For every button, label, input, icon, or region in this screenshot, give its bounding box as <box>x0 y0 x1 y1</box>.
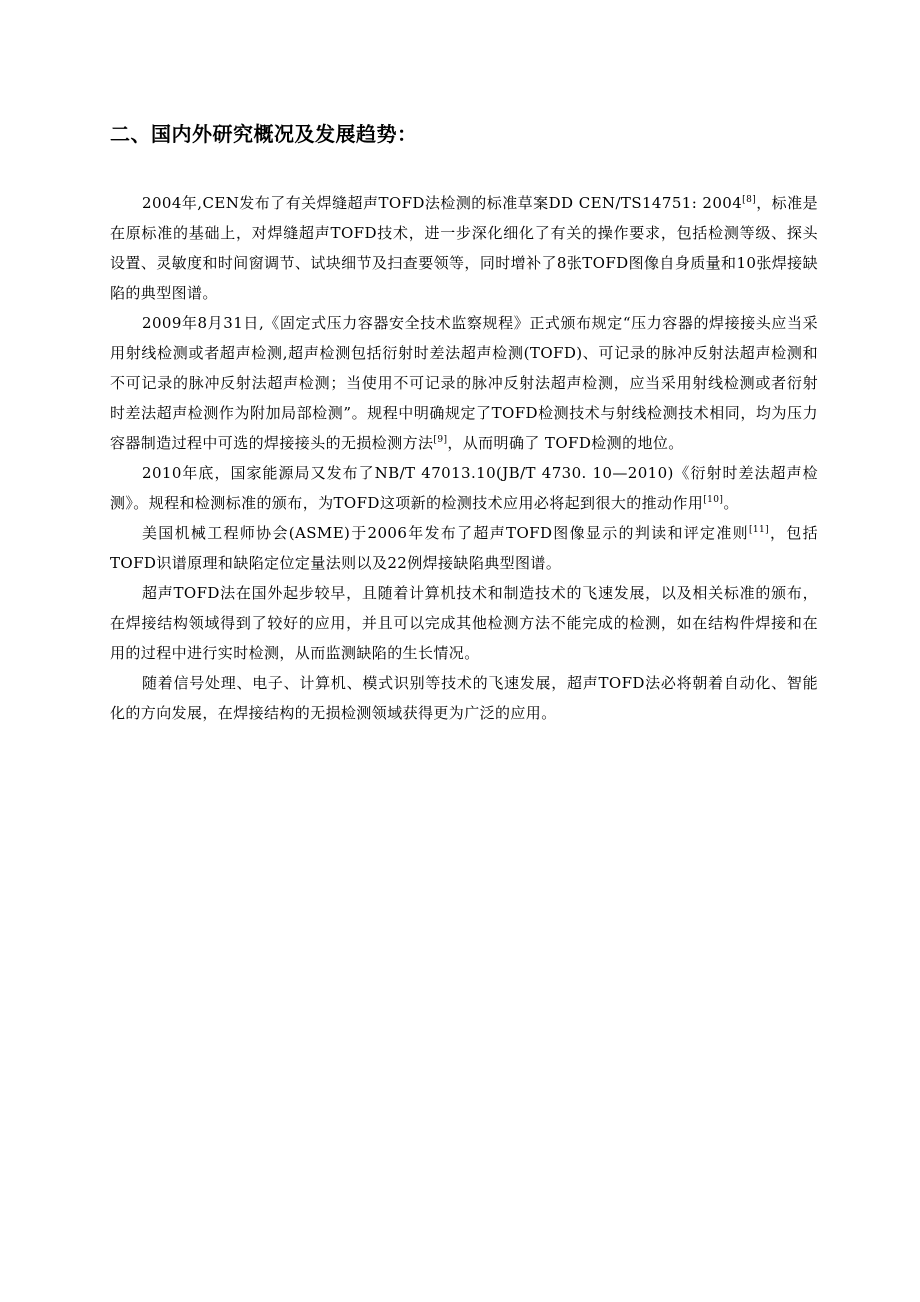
paragraph-3 <box>110 458 818 518</box>
paragraph-2-text: 2009年8月31日,《固定式压力容器安全技术监察规程》正式颁布规定“压力容器的焊接接头应当采用射线检测或者超声检测,超声检测包括衍射时差法超声检测(TOFD)、可记录的脉冲反射法超声检测和不可记录的脉冲反射法超声检测；当使用不可记录的脉冲反射法超声检测，应当采用射线检测或者衍射时差法超声检测作为附加局部检测”。规程中明确规定了TOFD检测技术与射线检测技术相同，均为压力容器制造过程中可选的焊接接头的无损检测方法 <box>110 314 818 452</box>
paragraph-5-text: 超声TOFD法在国外起步较早，且随着计算机技术和制造技术的飞速发展，以及相关标准的颁布，在焊接结构领域得到了较好的应用，并且可以完成其他检测方法不能完成的检测，如在结构件焊接和在用的过程中进行实时检测，从而监测缺陷的生长情况。 <box>110 584 818 662</box>
paragraph-4-text-cont: ，包括TOFD识谱原理和缺陷定位定量法则以及22例焊接缺陷典型图谱。 <box>110 524 819 572</box>
paragraph-5 <box>110 578 818 668</box>
citation-ref-8: [8] <box>742 195 757 205</box>
paragraph-6-text: 随着信号处理、电子、计算机、模式识别等技术的飞速发展，超声TOFD法必将朝着自动化、智能化的方向发展，在焊接结构的无损检测领域获得更为广泛的应用。 <box>110 674 818 722</box>
citation-ref-11: [11] <box>749 525 770 535</box>
citation-ref-10: [10] <box>703 495 724 505</box>
paragraph-1-text: 2004年,CEN发布了有关焊缝超声TOFD法检测的标准草案DD CEN/TS14751: 2004 <box>142 194 743 212</box>
paragraph-2-text-cont: ，从而明确了 TOFD检测的地位。 <box>447 434 684 452</box>
body-text <box>110 188 818 728</box>
paragraph-1-text-cont: ，标准是在原标准的基础上，对焊缝超声TOFD技术，进一步深化细化了有关的操作要求，包括检测等级、探头设置、灵敏度和时间窗调节、试块细节及扫查要领等，同时增补了8张TOFD图像自身质量和10张焊接缺陷的典型图谱。 <box>110 194 818 302</box>
paragraph-4-text: 美国机械工程师协会(ASME)于2006年发布了超声TOFD图像显示的判读和评定准则 <box>142 524 749 542</box>
citation-ref-9: [9] <box>433 435 448 445</box>
paragraph-2 <box>110 308 818 458</box>
paragraph-1 <box>110 188 818 308</box>
paragraph-6 <box>110 668 818 728</box>
section-heading: 二、国内外研究概况及发展趋势： <box>110 122 418 146</box>
paragraph-3-text: 2010年底，国家能源局又发布了NB/T 47013.10(JB/T 4730. 10—2010)《衍射时差法超声检测》。规程和检测标准的颁布，为TOFD这项新的检测技术应用必将起到很大的推动作用 <box>110 464 818 512</box>
paragraph-4 <box>110 518 818 578</box>
paragraph-3-text-cont: 。 <box>723 494 739 512</box>
